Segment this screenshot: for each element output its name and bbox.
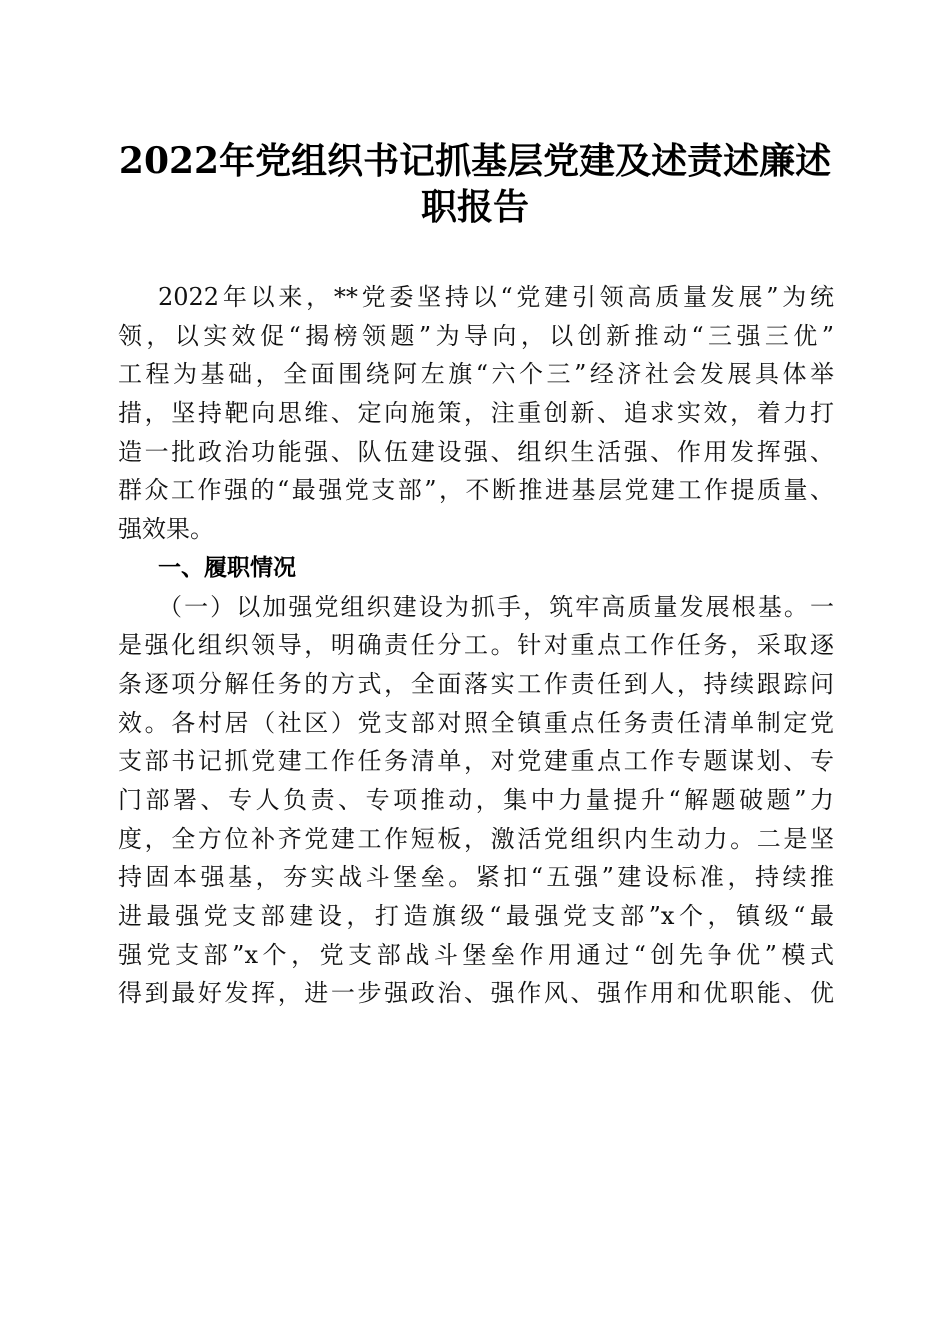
paragraph-line: 造一批政治功能强、队伍建设强、组织生活强、作用发挥强、 bbox=[118, 437, 834, 466]
paragraph-line: 措，坚持靶向思维、定向施策，注重创新、追求实效，着力打 bbox=[118, 399, 834, 428]
paragraph-line: 度，全方位补齐党建工作短板，激活党组织内生动力。二是坚 bbox=[118, 824, 834, 853]
paragraph-line: 领，以实效促“揭榜领题”为导向，以创新推动“三强三优” bbox=[118, 321, 834, 350]
section-heading: 一、履职情况 bbox=[158, 554, 296, 581]
paragraph-line: 条逐项分解任务的方式，全面落实工作责任到人，持续跟踪问 bbox=[118, 669, 834, 698]
paragraph-line: （一）以加强党组织建设为抓手，筑牢高质量发展根基。一 bbox=[158, 592, 834, 621]
paragraph-line: 是强化组织领导，明确责任分工。针对重点工作任务，采取逐 bbox=[118, 631, 834, 660]
paragraph-line: 进最强党支部建设，打造旗级“最强党支部”x个，镇级“最 bbox=[118, 902, 834, 930]
document-body bbox=[118, 278, 834, 1013]
paragraph-line: 持固本强基，夯实战斗堡垒。紧扣“五强”建设标准，持续推 bbox=[118, 863, 834, 892]
paragraph-line: 支部书记抓党建工作任务清单，对党建重点工作专题谋划、专 bbox=[118, 747, 834, 776]
paragraph-line: 强党支部”x个，党支部战斗堡垒作用通过“创先争优”模式 bbox=[118, 940, 834, 969]
paragraph-line: 强效果。 bbox=[118, 515, 214, 544]
title-line-1: 2022年党组织书记抓基层党建及述责述廉述 bbox=[118, 140, 832, 182]
paragraph-line: 门部署、专人负责、专项推动，集中力量提升“解题破题”力 bbox=[118, 785, 834, 814]
paragraph-line: 工程为基础，全面围绕阿左旗“六个三”经济社会发展具体举 bbox=[118, 360, 834, 389]
paragraph-line: 得到最好发挥，进一步强政治、强作风、强作用和优职能、优 bbox=[118, 979, 834, 1008]
document-title bbox=[110, 138, 840, 230]
paragraph-line: 群众工作强的“最强党支部”，不断推进基层党建工作提质量、 bbox=[118, 476, 834, 505]
paragraph-line: 效。各村居（社区）党支部对照全镇重点任务责任清单制定党 bbox=[118, 708, 834, 737]
paragraph-line: 2022年以来，**党委坚持以“党建引领高质量发展”为统 bbox=[158, 283, 834, 311]
title-line-2: 职报告 bbox=[420, 186, 529, 228]
